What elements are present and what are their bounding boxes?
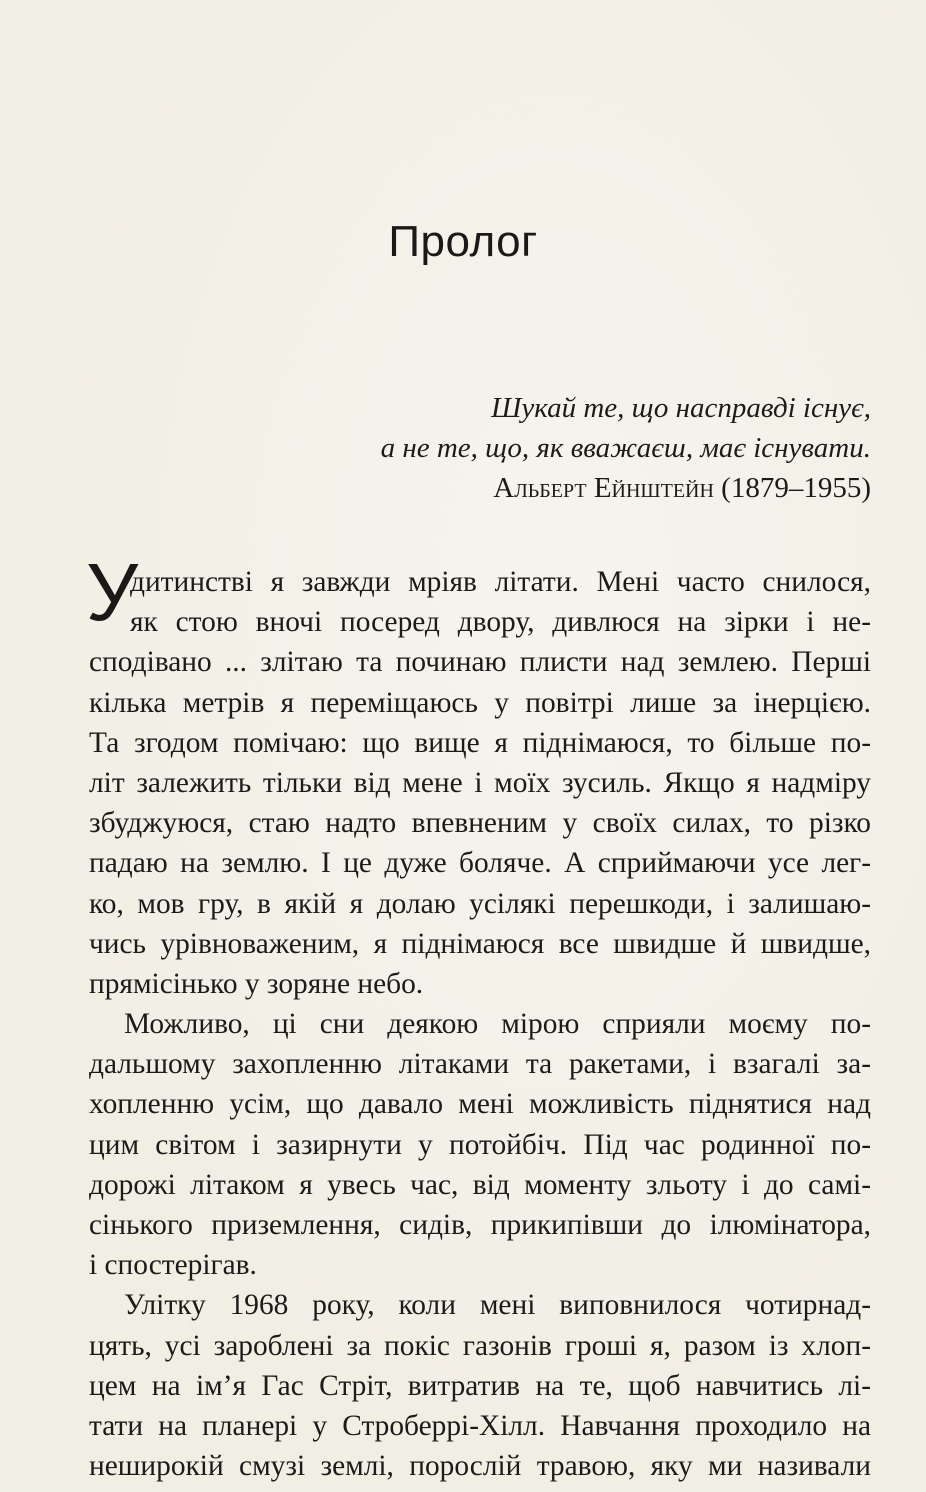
body-line: Улітку 1968 року, коли мені виповнилося чотирнад- (124, 1289, 871, 1322)
body-line: дальшому захопленню літаками та ракетами, і взагалі за- (89, 1048, 871, 1081)
body-line: прямісінько у зоряне небо. (89, 967, 424, 1000)
body-line: цять, усі зароблені за покіс газонів гроші я, разом із хлоп- (89, 1329, 871, 1362)
body-line: дорожі літаком я увесь час, від моменту зльоту і до самі- (89, 1168, 871, 1201)
body-line: тати на планері у Строберрі-Хілл. Навчання проходило на (89, 1409, 871, 1442)
body-line: Та згодом помічаю: що вище я піднімаюся, то більше по- (89, 726, 871, 759)
chapter-title: Пролог (388, 217, 538, 267)
body-line: хопленню усім, що давало мені можливість піднятися над (89, 1088, 871, 1121)
body-line: сподівано ... злітаю та починаю плисти над землею. Перші (89, 646, 871, 679)
epigraph-attribution (381, 468, 871, 508)
body-line: збуджуюся, стаю надто впевненим у своїх силах, то різко (89, 807, 871, 840)
body-line: кілька метрів я переміщаюсь у повітрі лише за інерцією. (89, 686, 871, 719)
body-line: цим світом і зазирнути у потойбіч. Під час родинної по- (89, 1128, 871, 1161)
body-line: чись урівноваженим, я піднімаюся все швидше й швидше, (89, 927, 871, 960)
body-text (89, 562, 871, 1486)
body-line: сінького приземлення, сидів, прикипівши до ілюмінатора, (89, 1209, 871, 1241)
body-line: цем на ім’я Гас Стріт, витратив на те, щоб навчитись лі- (89, 1369, 871, 1402)
body-line: ко, мов гру, в якій я долаю усілякі перешкоди, і залишаю- (89, 887, 871, 920)
body-line: літ залежить тільки від мене і моїх зусиль. Якщо я надміру (89, 766, 871, 799)
epigraph-line-2: а не те, що, як вважаєш, має існувати. (380, 432, 871, 464)
drop-cap: У (86, 547, 139, 638)
body-line: і спостерігав. (89, 1249, 257, 1282)
body-line: дитинстві я завжди мріяв літати. Мені часто снилося, (130, 566, 871, 598)
body-line: неширокій смузі землі, порослій травою, яку ми називали (89, 1450, 871, 1483)
epigraph (381, 388, 871, 508)
epigraph-years: (1879–1955) (721, 472, 871, 504)
epigraph-author: Альберт Ейнштейн (493, 472, 714, 504)
epigraph-line-1: Шукай те, що насправді існує, (491, 392, 871, 424)
body-line: як стою вночі посеред двору, дивлюся на зірки і не- (130, 606, 871, 639)
body-line: падаю на землю. І це дуже боляче. А сприймаючи усе лег- (89, 847, 871, 880)
body-line: Можливо, ці сни деякою мірою сприяли моєму по- (124, 1008, 871, 1041)
